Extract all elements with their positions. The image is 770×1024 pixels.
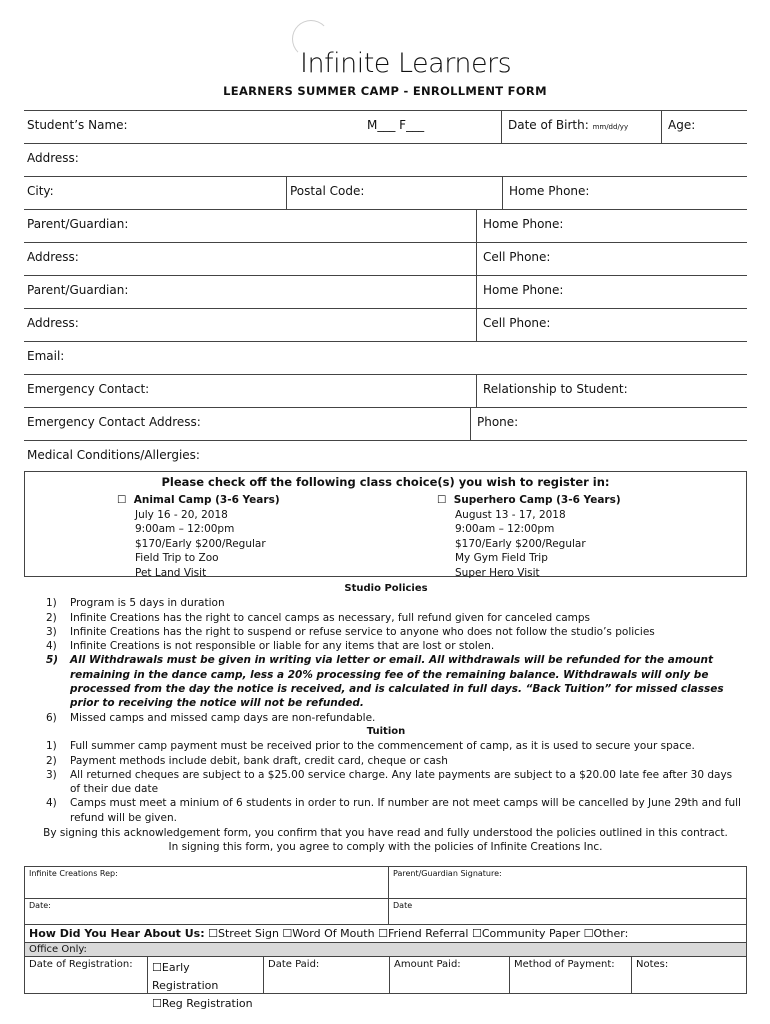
emergency-phone-field[interactable]: Phone: — [470, 408, 747, 440]
dob-field[interactable] — [501, 111, 661, 143]
city-field[interactable]: City: — [27, 184, 54, 198]
tuition-item: 4) Camps must meet a minium of 6 students in order to run. If number are not meet camps will be cancelled by June 29th and full refund will be given. — [46, 797, 741, 824]
notes-field[interactable]: Notes: — [631, 957, 746, 993]
registration-type — [147, 957, 263, 1010]
age-field[interactable]: Age: — [661, 111, 747, 143]
relationship-field[interactable]: Relationship to Student: — [476, 375, 747, 407]
option-word-of-mouth[interactable]: ☐Word Of Mouth — [282, 927, 375, 940]
camp-price: $170/Early $200/Regular — [455, 537, 586, 550]
date-row — [25, 899, 746, 925]
checkbox-icon[interactable]: ☐ — [437, 494, 447, 506]
amount-paid-field[interactable]: Amount Paid: — [389, 957, 509, 993]
camp-superhero — [437, 493, 621, 580]
option-friend-referral[interactable]: ☐Friend Referral — [378, 927, 469, 940]
parent-2-cell-phone-field[interactable]: Cell Phone: — [476, 309, 747, 341]
policies-section — [30, 582, 742, 825]
hear-about-row — [25, 925, 746, 943]
row-parent-2-address — [24, 309, 747, 342]
row-city — [24, 177, 747, 210]
camp-trip: My Gym Field Trip — [455, 552, 548, 564]
camp-trip: Field Trip to Zoo — [135, 552, 219, 564]
rep-date-field[interactable]: Date: — [29, 901, 51, 910]
date-of-registration-field[interactable]: Date of Registration: — [29, 959, 133, 970]
tuition-item: 2) Payment methods include debit, bank draft, credit card, cheque or cash — [46, 754, 448, 767]
camp-superhero-title[interactable] — [437, 493, 621, 508]
signing-line-2: In signing this form, you agree to comply with the policies of Infinite Creations Inc. — [168, 841, 603, 853]
parent-date-field[interactable]: Date — [388, 899, 746, 924]
office-row — [25, 957, 746, 1010]
row-emergency-address — [24, 408, 747, 441]
row-email — [24, 342, 747, 375]
office-only-label: Office Only: — [25, 943, 746, 957]
parent-guardian-2-field[interactable]: Parent/Guardian: — [27, 283, 129, 297]
rep-signature-field[interactable]: Infinite Creations Rep: — [29, 869, 118, 878]
policy-item: 2) Infinite Creations has the right to cancel camps as necessary, full refund given for canceled camps — [46, 611, 591, 624]
office-table — [24, 866, 747, 1010]
student-info-fields — [24, 110, 747, 473]
class-choices-box — [24, 471, 747, 577]
camp-price: $170/Early $200/Regular — [135, 537, 266, 550]
policies-heading: Studio Policies — [344, 583, 428, 594]
parent-signature-field[interactable]: Parent/Guardian Signature: — [388, 867, 746, 898]
gender-field[interactable]: M___ F___ — [367, 118, 425, 132]
hear-label: How Did You Hear About Us: — [29, 927, 205, 940]
camp-title-text: Superhero Camp (3-6 Years) — [453, 494, 621, 506]
row-student — [24, 110, 747, 144]
parent-1-home-phone-field[interactable]: Home Phone: — [476, 210, 747, 242]
camp-time: 9:00am – 12:00pm — [455, 523, 555, 535]
camp-visit: Pet Land Visit — [135, 566, 207, 579]
camp-time: 9:00am – 12:00pm — [135, 523, 235, 535]
early-registration-option[interactable]: ☐Early Registration — [152, 961, 219, 992]
row-medical — [24, 441, 747, 473]
camp-visit: Super Hero Visit — [455, 566, 540, 579]
dob-label: Date of Birth: — [508, 118, 589, 132]
camp-animal — [117, 493, 280, 580]
student-name-field[interactable]: Student’s Name: — [27, 118, 128, 132]
parent-2-home-phone-field[interactable]: Home Phone: — [476, 276, 747, 308]
policy-item: 4) Infinite Creations is not responsible or liable for any items that are lost or stolen. — [46, 640, 495, 653]
row-parent-1 — [24, 210, 747, 243]
date-paid-field[interactable]: Date Paid: — [263, 957, 389, 993]
policy-item: 6) Missed camps and missed camp days are non-refundable. — [46, 711, 376, 724]
row-emergency — [24, 375, 747, 408]
camp-animal-title[interactable] — [117, 493, 280, 508]
emergency-contact-field[interactable]: Emergency Contact: — [27, 382, 150, 396]
tuition-item: 1) Full summer camp payment must be received prior to the commencement of camp, as it is used to secure your space. — [46, 740, 695, 753]
signature-row — [25, 867, 746, 899]
option-community-paper[interactable]: ☐Community Paper — [471, 927, 581, 940]
choices-heading: Please check off the following class choice(s) you wish to register in: — [161, 475, 610, 489]
dob-hint: mm/dd/yy — [592, 123, 629, 131]
address-field[interactable]: Address: — [27, 151, 79, 165]
policy-item-withdrawals: 5) All Withdrawals must be given in writing via letter or email. All withdrawals will be refunded for the amount remaining in the dance camp, less a 20% processing fee of the remaining balance. Withdrawals will only be processed from the day the notice is received, and is calculated in full days. “Back Tuition” for missed classes prior to receiving the notice will not be refunded. — [46, 654, 724, 710]
checkbox-icon[interactable]: ☐ — [117, 494, 127, 506]
parent-guardian-1-field[interactable]: Parent/Guardian: — [27, 217, 129, 231]
medical-field[interactable]: Medical Conditions/Allergies: — [27, 448, 200, 462]
camp-dates: July 16 - 20, 2018 — [135, 508, 228, 521]
row-address — [24, 144, 747, 177]
option-other[interactable]: ☐Other: — [583, 927, 629, 940]
form-title: LEARNERS SUMMER CAMP - ENROLLMENT FORM — [223, 84, 547, 98]
email-field[interactable]: Email: — [27, 349, 65, 363]
row-parent-2 — [24, 276, 747, 309]
camp-title-text: Animal Camp (3-6 Years) — [133, 494, 280, 506]
logo-text: Infinite Learners — [300, 48, 512, 79]
signing-line-1: By signing this acknowledgement form, you confirm that you have read and fully understood the policies outlined in this contract. — [43, 827, 728, 839]
parent-1-address-field[interactable]: Address: — [27, 250, 79, 264]
emergency-address-field[interactable]: Emergency Contact Address: — [27, 415, 201, 429]
home-phone-field[interactable]: Home Phone: — [502, 177, 747, 209]
method-of-payment-field[interactable]: Method of Payment: — [509, 957, 631, 993]
option-street-sign[interactable]: ☐Street Sign — [208, 927, 279, 940]
parent-2-address-field[interactable]: Address: — [27, 316, 79, 330]
row-parent-1-address — [24, 243, 747, 276]
policy-item: 3) Infinite Creations has the right to suspend or refuse service to anyone who does not follow the studio’s policies — [46, 625, 655, 638]
reg-registration-option[interactable]: ☐Reg Registration — [152, 997, 253, 1010]
signing-statement — [24, 826, 747, 854]
policy-item: 1) Program is 5 days in duration — [46, 597, 225, 610]
camp-dates: August 13 - 17, 2018 — [455, 508, 566, 521]
parent-1-cell-phone-field[interactable]: Cell Phone: — [476, 243, 747, 275]
tuition-item: 3) All returned cheques are subject to a $25.00 service charge. Any late payments are subject to a $20.00 late fee after 30 days of their due date — [46, 768, 733, 796]
postal-code-field[interactable]: Postal Code: — [286, 177, 502, 209]
tuition-heading: Tuition — [366, 725, 406, 737]
